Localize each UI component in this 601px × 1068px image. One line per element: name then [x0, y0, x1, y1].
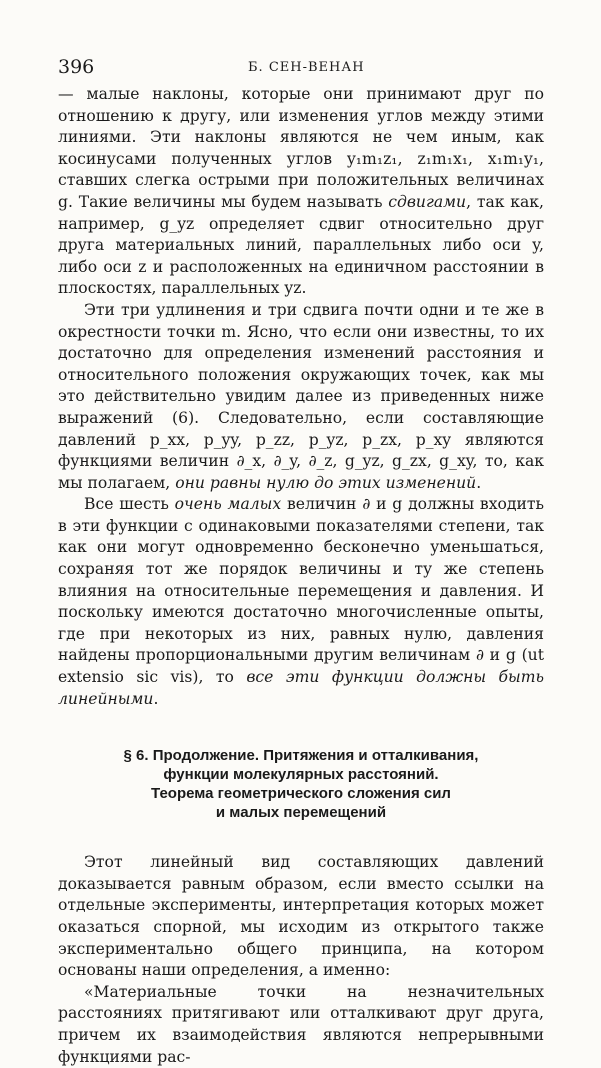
text-run: Все шесть: [84, 495, 175, 514]
section-heading-line: Теорема геометрического сложения сил: [151, 785, 451, 803]
text-run: , так как, например, g_yz определяет сдвиг относительно друг друга материальных линий, параллельных либо оси y, либо оси z и расположенных на единичном расстоянии в плоскостях, параллельных yz.: [58, 192, 544, 298]
text-run: Эти три удлинения и три сдвига почти одни и те же в окрестности точки m. Ясно, что если они известны, то их достаточно для определения изменений расстояния и относительного положения окружающих точек, как мы это действительно увидим далее из приведенных ниже выражений (6). Следовательно, если составляющие давлений p_xx, p_yy, p_zz, p_yz, p_zx, p_xy являются функциями величин ∂_x, ∂_y, ∂_z, g_yz, g_zx, g_xy, то, как мы полагаем,: [58, 300, 544, 492]
running-head: Б. СЕН-ВЕНАН: [248, 60, 365, 75]
page-header: [58, 52, 544, 84]
text-run: Этот линейный вид составляющих давлений доказывается равным образом, если вместо ссылки на отдельные эксперименты, интерпретация которых может оказаться спорной, мы исходим из открытого также экспериментально общего принципа, на котором основаны наши определения, а именно:: [58, 853, 544, 980]
italic-text: очень малых: [174, 495, 282, 514]
text-run: .: [476, 473, 482, 492]
text-before-heading: [58, 84, 544, 710]
text-after-heading: [58, 852, 544, 1068]
section-heading-line: функции молекулярных расстояний.: [163, 766, 439, 784]
section-heading-line: и малых перемещений: [215, 804, 387, 822]
text-run: «Материальные точки на незначительных расстояниях притягивают или отталкивают друг друга, причем их взаимодействия являются непрерывными функциями рас-: [58, 982, 544, 1066]
text-run: величин ∂ и g должны входить в эти функции с одинаковыми показателями степени, так как они могут одновременно бесконечно уменьшаться, сохраняя тот же порядок величины и ту же степень влияния на относительные перемещения и давления. И поскольку имеются достаточно многочисленные опыты, где при некоторых из них, равных нулю, давления найдены пропорциональными другим величинам ∂ и g (ut extensio sic vis), то: [58, 495, 544, 687]
italic-text: сдвигами: [388, 192, 467, 211]
paragraph: [58, 300, 544, 494]
italic-text: они равны нулю до этих изменений: [175, 473, 477, 492]
text-run: — малые наклоны, которые они принимают друг по отношению к другу, или изменения углов между этими линиями. Эти наклоны являются не чем иным, как косинусами полученных углов y₁m₁z₁, z₁m₁x₁, x₁m₁y₁, ставших слегка острыми при положительных величинах g. Такие величины мы будем называть: [58, 85, 544, 211]
page-number: 396: [58, 56, 95, 78]
paragraph: [58, 84, 544, 300]
paragraph: [58, 982, 544, 1068]
italic-text: все эти функции должны быть линейными: [58, 668, 544, 708]
paragraph: [58, 852, 544, 982]
section-heading: [58, 746, 544, 822]
book-page: [58, 52, 544, 1068]
paragraph: [58, 494, 544, 710]
section-heading-line: § 6. Продолжение. Притяжения и отталкивания,: [123, 747, 479, 765]
text-run: .: [153, 689, 159, 708]
